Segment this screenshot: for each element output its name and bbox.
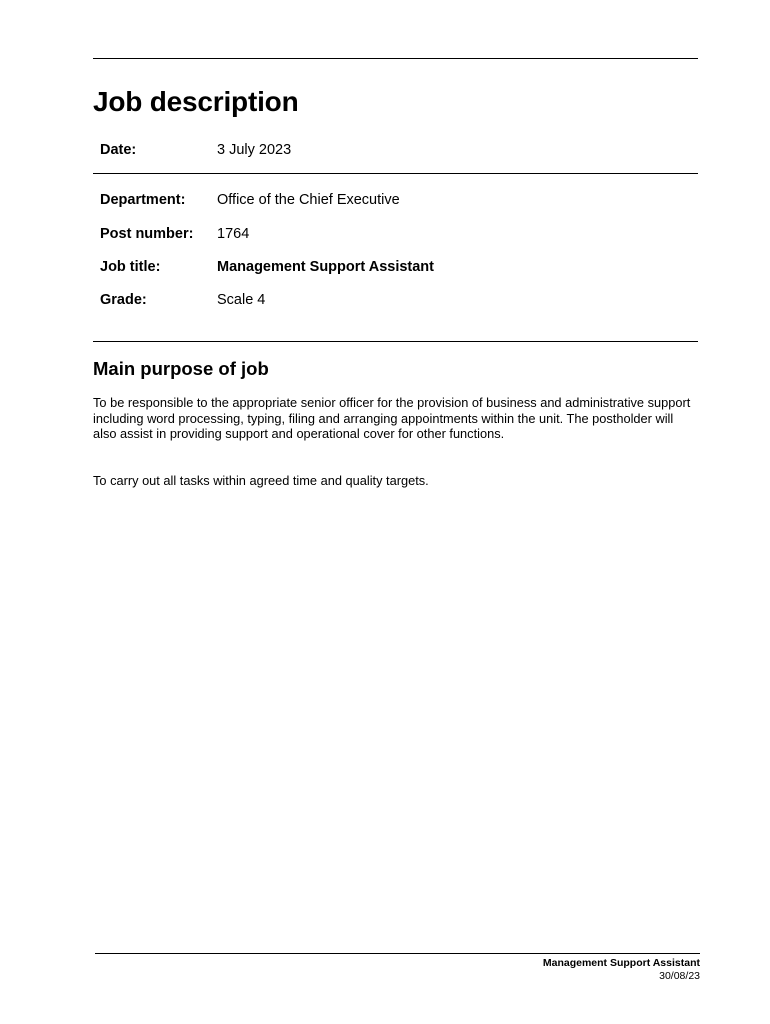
grade-value: Scale 4 [217,292,266,308]
top-rule [93,58,698,59]
footer-date: 30/08/23 [659,970,700,982]
main-purpose-paragraph-1: To be responsible to the appropriate senior officer for the provision of business and administrative support including word processing, typing, filing and arranging appointments within the unit. The postholder will also assist in providing support and operational cover for other functions. [93,395,691,441]
department-label: Department: [100,192,186,208]
main-purpose-heading: Main purpose of job [93,358,269,379]
main-purpose-paragraph-2: To carry out all tasks within agreed time and quality targets. [93,473,429,488]
post-number-label: Post number: [100,226,194,242]
department-value: Office of the Chief Executive [217,192,400,208]
fields-divider [93,341,698,342]
job-title-label: Job title: [100,259,161,275]
footer-rule [95,953,700,954]
job-title-value: Management Support Assistant [217,259,434,275]
date-label: Date: [100,142,137,158]
post-number-value: 1764 [217,226,250,242]
footer-document-title: Management Support Assistant [542,957,700,969]
date-divider [93,173,698,174]
date-value: 3 July 2023 [217,142,292,158]
page-title: Job description [93,86,299,117]
grade-label: Grade: [100,292,147,308]
